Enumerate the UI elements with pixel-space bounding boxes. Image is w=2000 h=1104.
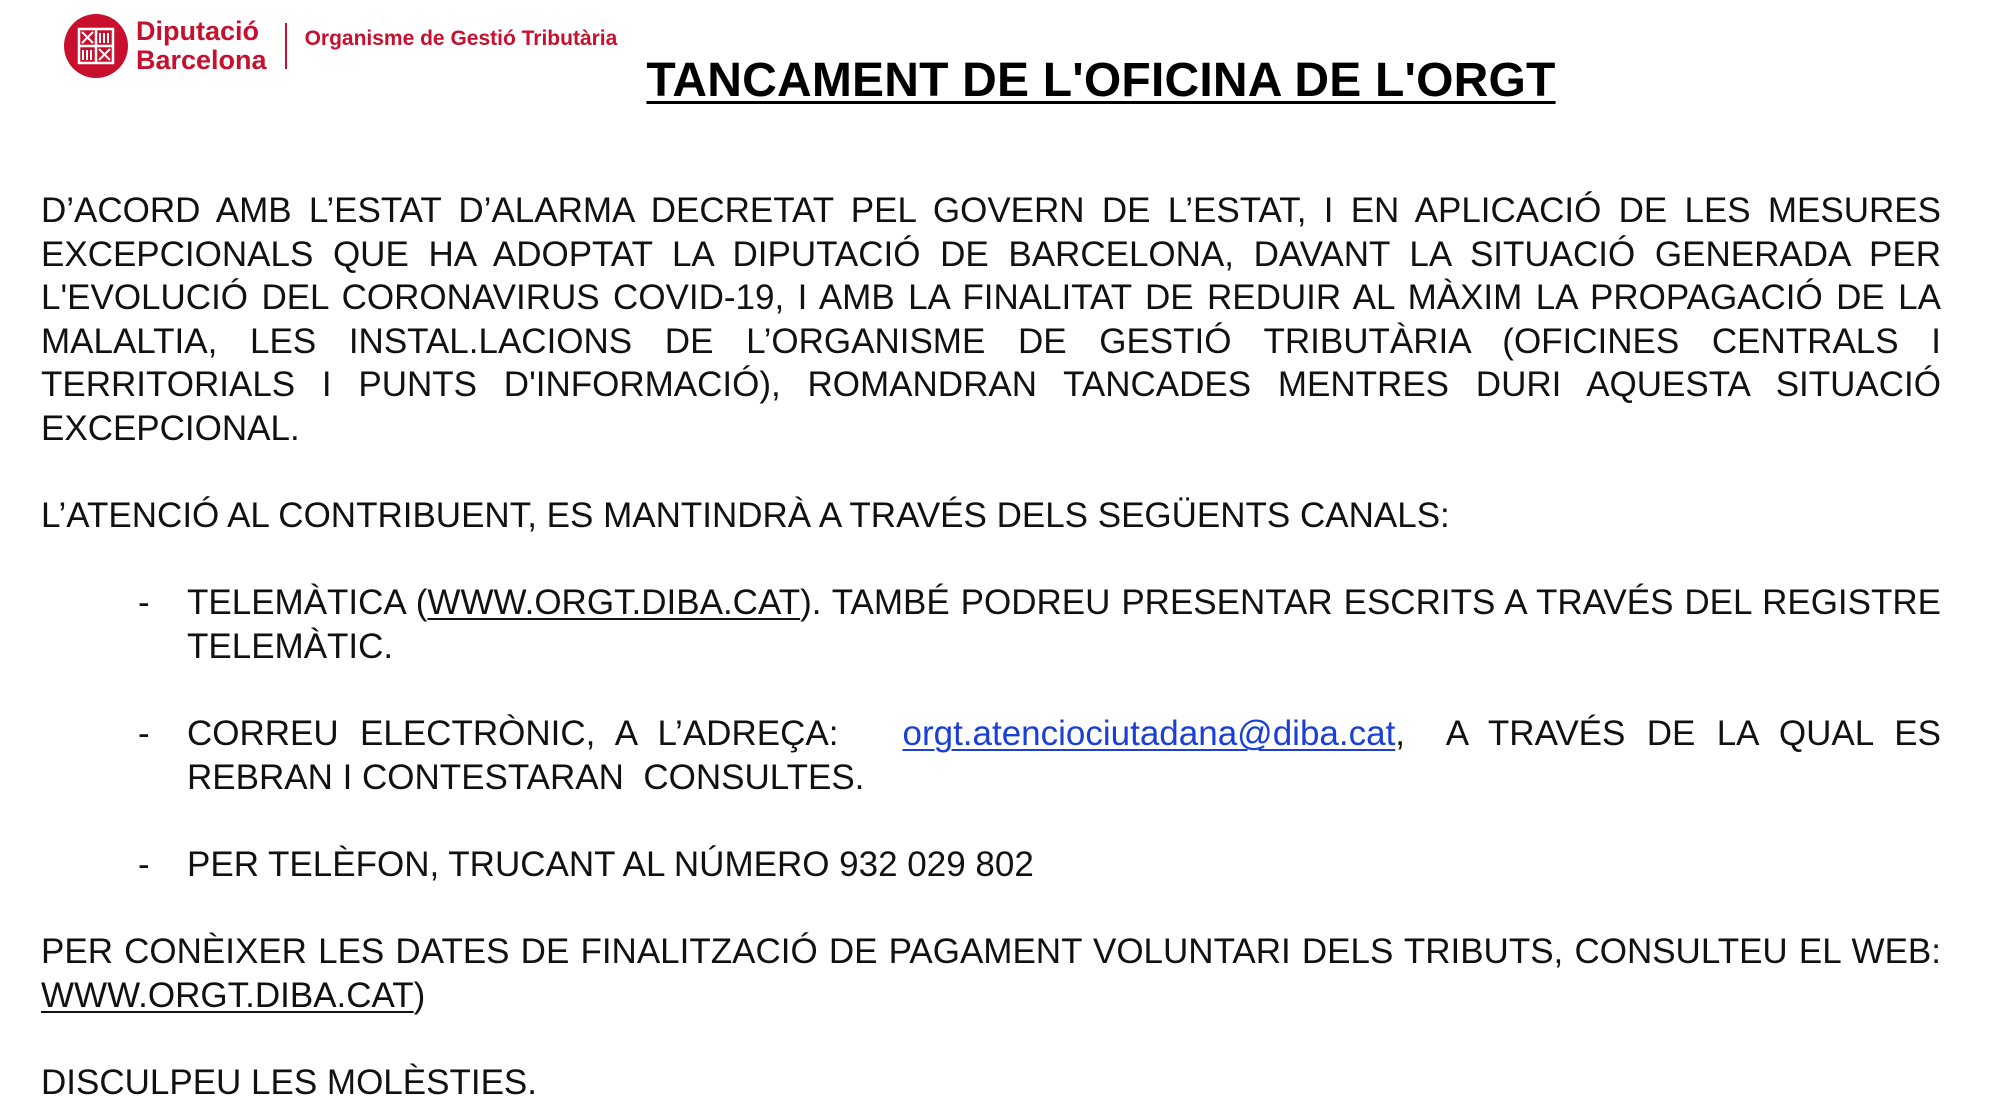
telematic-text-post: ). TAMBÉ PODREU PRESENTAR ESCRITS A TRAVÉS DEL REGISTRE TELEMÀTIC. xyxy=(187,583,1941,666)
logo-line-2: Barcelona xyxy=(136,45,267,75)
logo-line-1: Diputació xyxy=(136,16,260,46)
list-dash: - xyxy=(138,714,150,754)
page-title: TANCAMENT DE L'OFICINA DE L'ORGT xyxy=(646,54,1556,107)
website-link-closing[interactable]: WWW.ORGT.DIBA.CAT xyxy=(41,975,414,1015)
list-item-email xyxy=(41,712,1951,799)
email-link[interactable]: orgt.atenciociutadana@diba.cat xyxy=(902,714,1396,754)
notice-body xyxy=(41,189,1951,1104)
list-dash: - xyxy=(138,844,150,884)
closure-paragraph: D’ACORD AMB L’ESTAT D’ALARMA DECRETAT PEL GOVERN DE L’ESTAT, I EN APLICACIÓ DE LES MESURES EXCEPCIONALS QUE HA ADOPTAT LA DIPUTACIÓ DE BARCELONA, DAVANT LA SITUACIÓ GENERADA PER L'EVOLUCIÓ DEL CORONAVIRUS COVID-19, I AMB LA FINALITAT DE REDUIR AL MÀXIM LA PROPAGACIÓ DE LA MALALTIA, LES INSTAL.LACIONS DE L’ORGANISME DE GESTIÓ TRIBUTÀRIA (OFICINES CENTRALS I TERRITORIALS I PUNTS D'INFORMACIÓ), ROMANDRAN TANCADES MENTRES DURI AQUESTA SITUACIÓ EXCEPCIONAL. xyxy=(41,191,1941,448)
channels-intro: L’ATENCIÓ AL CONTRIBUENT, ES MANTINDRÀ A TRAVÉS DELS SEGÜENTS CANALS: xyxy=(41,496,1450,536)
closing-text-post: ) xyxy=(413,975,426,1015)
email-text-pre: CORREU ELECTRÒNIC, A L’ADREÇA: xyxy=(187,714,903,754)
closing-text-pre: PER CONÈIXER LES DATES DE FINALITZACIÓ DE PAGAMENT VOLUNTARI DELS TRIBUTS, CONSULTEU EL WEB: xyxy=(41,932,1941,972)
payment-dates-paragraph xyxy=(41,930,1941,1017)
apology-text: DISCULPEU LES MOLÈSTIES. xyxy=(41,1062,537,1102)
channels-list xyxy=(41,581,1951,886)
list-item-phone xyxy=(41,843,1941,887)
email-text-post: , A TRAVÉS DE LA QUAL ES REBRAN I CONTESTARAN CONSULTES. xyxy=(187,714,1951,797)
list-dash: - xyxy=(138,583,150,623)
list-item-telematic xyxy=(41,581,1941,668)
phone-text: PER TELÈFON, TRUCANT AL NÚMERO 932 029 802 xyxy=(187,844,1034,884)
website-link[interactable]: WWW.ORGT.DIBA.CAT xyxy=(427,583,801,623)
telematic-text-pre: TELEMÀTICA ( xyxy=(187,583,428,623)
organism-name: Organisme de Gestió Tributària xyxy=(304,27,618,50)
